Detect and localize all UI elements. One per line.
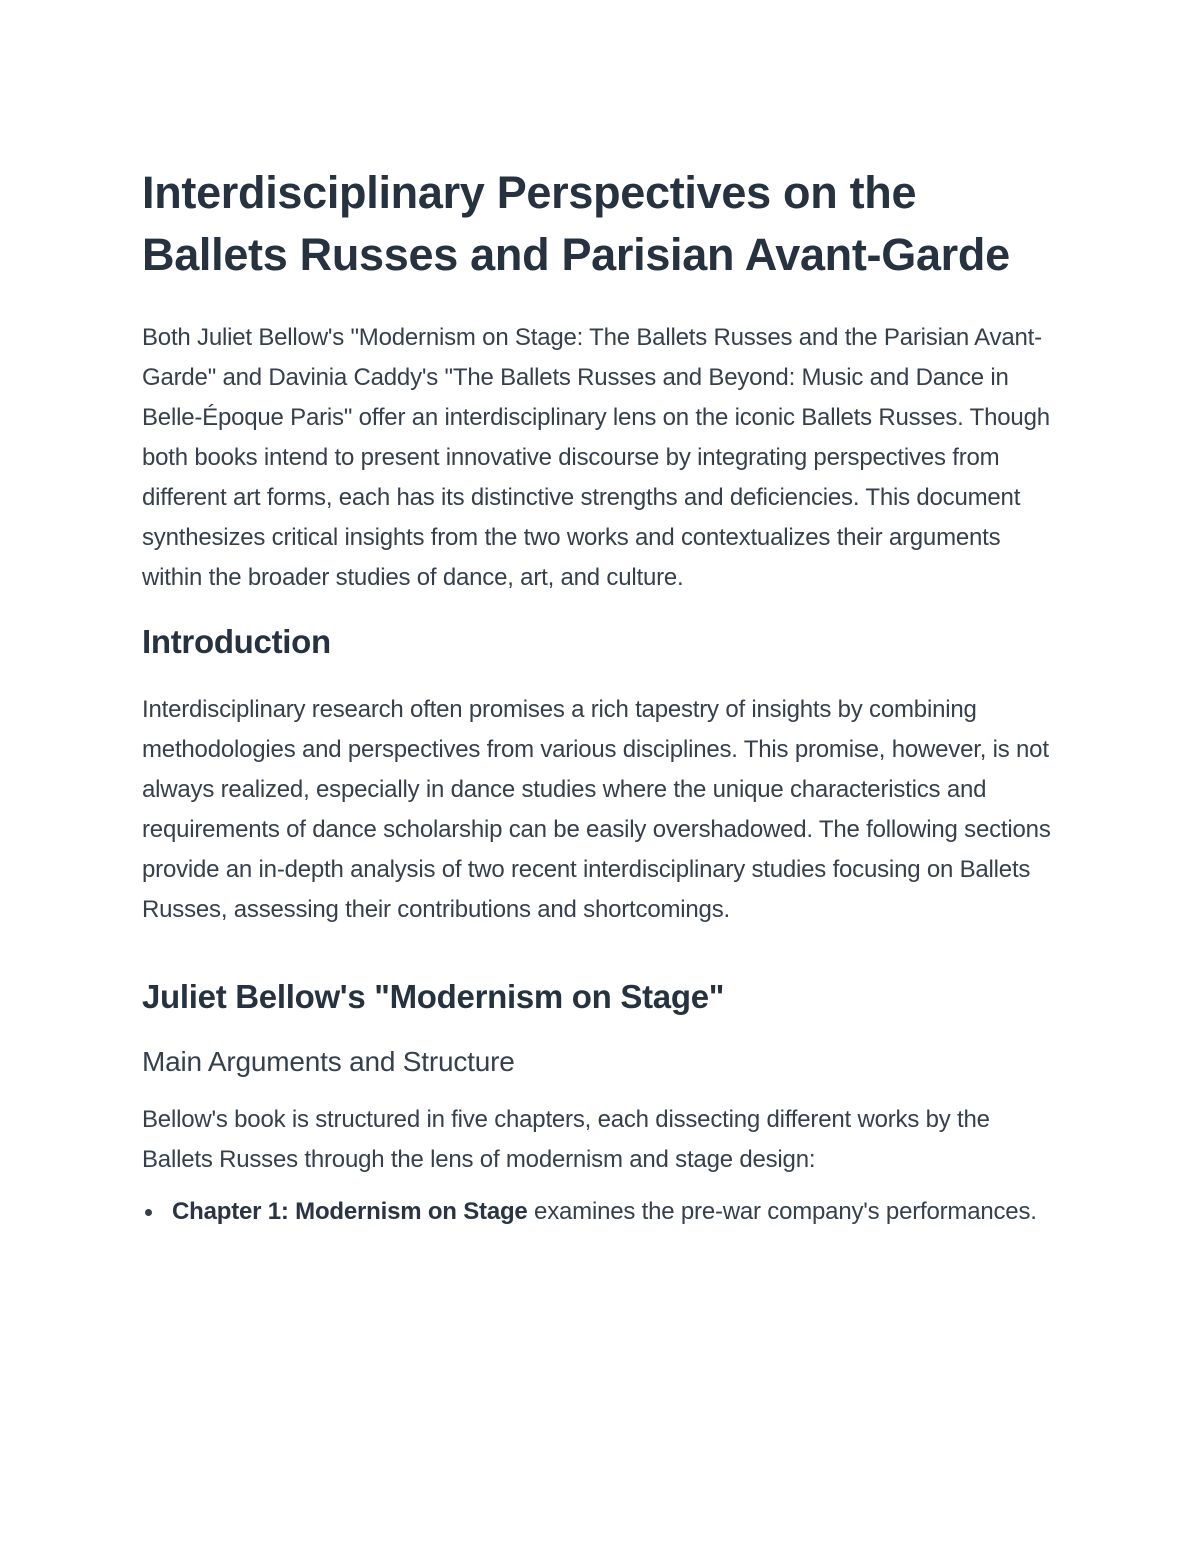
document-title: Interdisciplinary Perspectives on the Ballets Russes and Parisian Avant-Garde (142, 167, 1010, 280)
section-heading-bellow: Juliet Bellow's "Modernism on Stage" (142, 978, 725, 1015)
list-item-bold: Chapter 1: Modernism on Stage (172, 1198, 528, 1225)
subheading-main-arguments: Main Arguments and Structure (142, 1046, 515, 1077)
intro-paragraph: Both Juliet Bellow's "Modernism on Stage: The Ballets Russes and the Parisian Avant-Garde" and Davinia Caddy's "The Ballets Russes and Beyond: Music and Dance in Belle-Époque Paris" offer an interdisciplinary lens on the iconic Ballets Russes. Though both books intend to present innovative discourse by integrating perspectives from different art forms, each has its distinctive strengths and deficiencies. This document synthesizes critical insights from the two works and contextualizes their arguments within the broader studies of dance, art, and culture. (142, 324, 1050, 591)
bullet-icon (145, 1209, 152, 1216)
document-page (142, 162, 1062, 1232)
list-item-text: examines the pre-war company's performances. (527, 1198, 1037, 1225)
structure-paragraph: Bellow's book is structured in five chapters, each dissecting different works by the Ballets Russes through the lens of modernism and stage design: (142, 1106, 990, 1173)
introduction-paragraph: Interdisciplinary research often promises a rich tapestry of insights by combining methodologies and perspectives from various disciplines. This promise, however, is not always realized, especially in dance studies where the unique characteristics and requirements of dance scholarship can be easily overshadowed. The following sections provide an in-depth analysis of two recent interdisciplinary studies focusing on Ballets Russes, assessing their contributions and shortcomings. (142, 696, 1051, 923)
chapter-list (142, 1192, 1062, 1232)
section-heading-introduction: Introduction (142, 623, 331, 660)
list-item (142, 1192, 1062, 1232)
